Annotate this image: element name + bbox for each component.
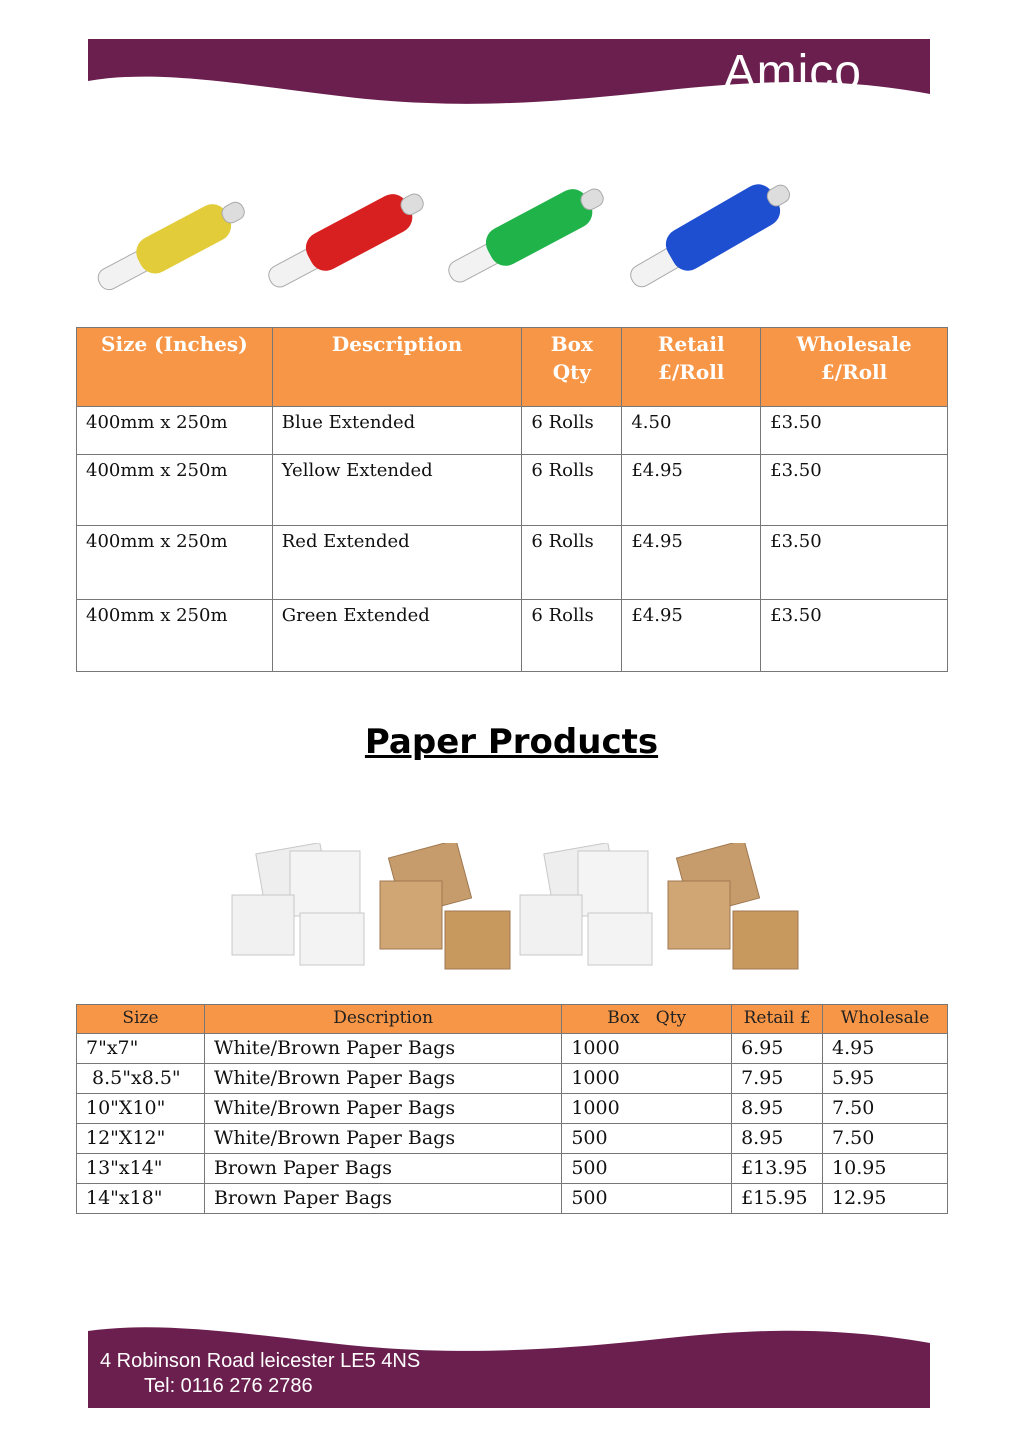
cell-box-qty: 6 Rolls [522,455,622,526]
column-header-size: Size [77,1005,205,1034]
cell-box-qty: 6 Rolls [522,600,622,672]
table-header-row [77,328,948,407]
cell-description: Blue Extended [272,407,522,455]
column-header-box-qty: Box Qty [522,328,622,407]
cell-box-qty: 500 [562,1124,732,1154]
table-row [77,1184,948,1214]
cell-box-qty: 500 [562,1184,732,1214]
cell-retail: £13.95 [732,1154,823,1184]
cell-size: 8.5"x8.5" [77,1064,205,1094]
column-header-wholesale: Wholesale [823,1005,948,1034]
red-roll-image [250,180,440,300]
cell-retail: 8.95 [732,1094,823,1124]
blue-roll-image [610,170,810,300]
stretch-wrap-rolls-image [80,165,820,315]
table-row [77,600,948,672]
cell-retail: £4.95 [622,526,761,600]
cell-retail: £4.95 [622,455,761,526]
column-header-description: Description [272,328,522,407]
cell-description: Green Extended [272,600,522,672]
cell-retail: £4.95 [622,600,761,672]
cell-wholesale: 12.95 [823,1184,948,1214]
cell-size: 7"x7" [77,1034,205,1064]
footer-banner [88,1323,930,1408]
cell-size: 13"x14" [77,1154,205,1184]
cell-size: 400mm x 250m [77,600,273,672]
cell-retail: 8.95 [732,1124,823,1154]
stretch-wrap-price-table [76,327,948,672]
cell-wholesale: £3.50 [761,526,948,600]
white-bags-group [232,843,364,965]
table-row [77,407,948,455]
cell-size: 12"X12" [77,1124,205,1154]
cell-box-qty: 500 [562,1154,732,1184]
cell-size: 10"X10" [77,1094,205,1124]
cell-wholesale: 4.95 [823,1034,948,1064]
cell-box-qty: 1000 [562,1094,732,1124]
column-header-description: Description [204,1005,561,1034]
yellow-roll-image [80,185,260,305]
cell-description: Yellow Extended [272,455,522,526]
brand-logo: Amico [723,46,862,99]
cell-box-qty: 6 Rolls [522,407,622,455]
column-header-size: Size (Inches) [77,328,273,407]
brown-bags-group [668,843,798,969]
cell-retail: 6.95 [732,1034,823,1064]
table-row [77,1064,948,1094]
cell-description: White/Brown Paper Bags [204,1064,561,1094]
cell-size: 14"x18" [77,1184,205,1214]
table-header-row [77,1005,948,1034]
cell-box-qty: 6 Rolls [522,526,622,600]
cell-wholesale: £3.50 [761,407,948,455]
cell-wholesale: £3.50 [761,455,948,526]
column-header-retail: Retail £/Roll [622,328,761,407]
cell-box-qty: 1000 [562,1064,732,1094]
cell-description: Brown Paper Bags [204,1154,561,1184]
cell-wholesale: 5.95 [823,1064,948,1094]
brown-bags-group [380,843,510,969]
table-row [77,1154,948,1184]
cell-wholesale: 7.50 [823,1124,948,1154]
cell-wholesale: 10.95 [823,1154,948,1184]
section-title-paper-products: Paper Products [364,722,659,762]
cell-description: White/Brown Paper Bags [204,1094,561,1124]
column-header-box-qty: Box Qty [562,1005,732,1034]
cell-retail: 7.95 [732,1064,823,1094]
paper-products-price-table [76,1004,948,1214]
column-header-wholesale: Wholesale £/Roll [761,328,948,407]
cell-box-qty: 1000 [562,1034,732,1064]
cell-description: White/Brown Paper Bags [204,1034,561,1064]
cell-size: 400mm x 250m [77,407,273,455]
cell-wholesale: 7.50 [823,1094,948,1124]
footer-address: 4 Robinson Road leicester LE5 4NS [100,1350,421,1372]
table-row [77,455,948,526]
cell-description: Red Extended [272,526,522,600]
cell-size: 400mm x 250m [77,526,273,600]
table-row [77,1034,948,1064]
green-roll-image [430,175,620,295]
table-row [77,1094,948,1124]
footer-phone: Tel: 0116 276 2786 [144,1375,313,1397]
white-bags-group [520,843,652,965]
cell-description: White/Brown Paper Bags [204,1124,561,1154]
header-banner [88,39,930,107]
cell-retail: 4.50 [622,407,761,455]
cell-wholesale: £3.50 [761,600,948,672]
paper-bags-image [230,843,805,975]
cell-size: 400mm x 250m [77,455,273,526]
table-row [77,1124,948,1154]
table-row [77,526,948,600]
column-header-retail: Retail £ [732,1005,823,1034]
cell-retail: £15.95 [732,1184,823,1214]
cell-description: Brown Paper Bags [204,1184,561,1214]
